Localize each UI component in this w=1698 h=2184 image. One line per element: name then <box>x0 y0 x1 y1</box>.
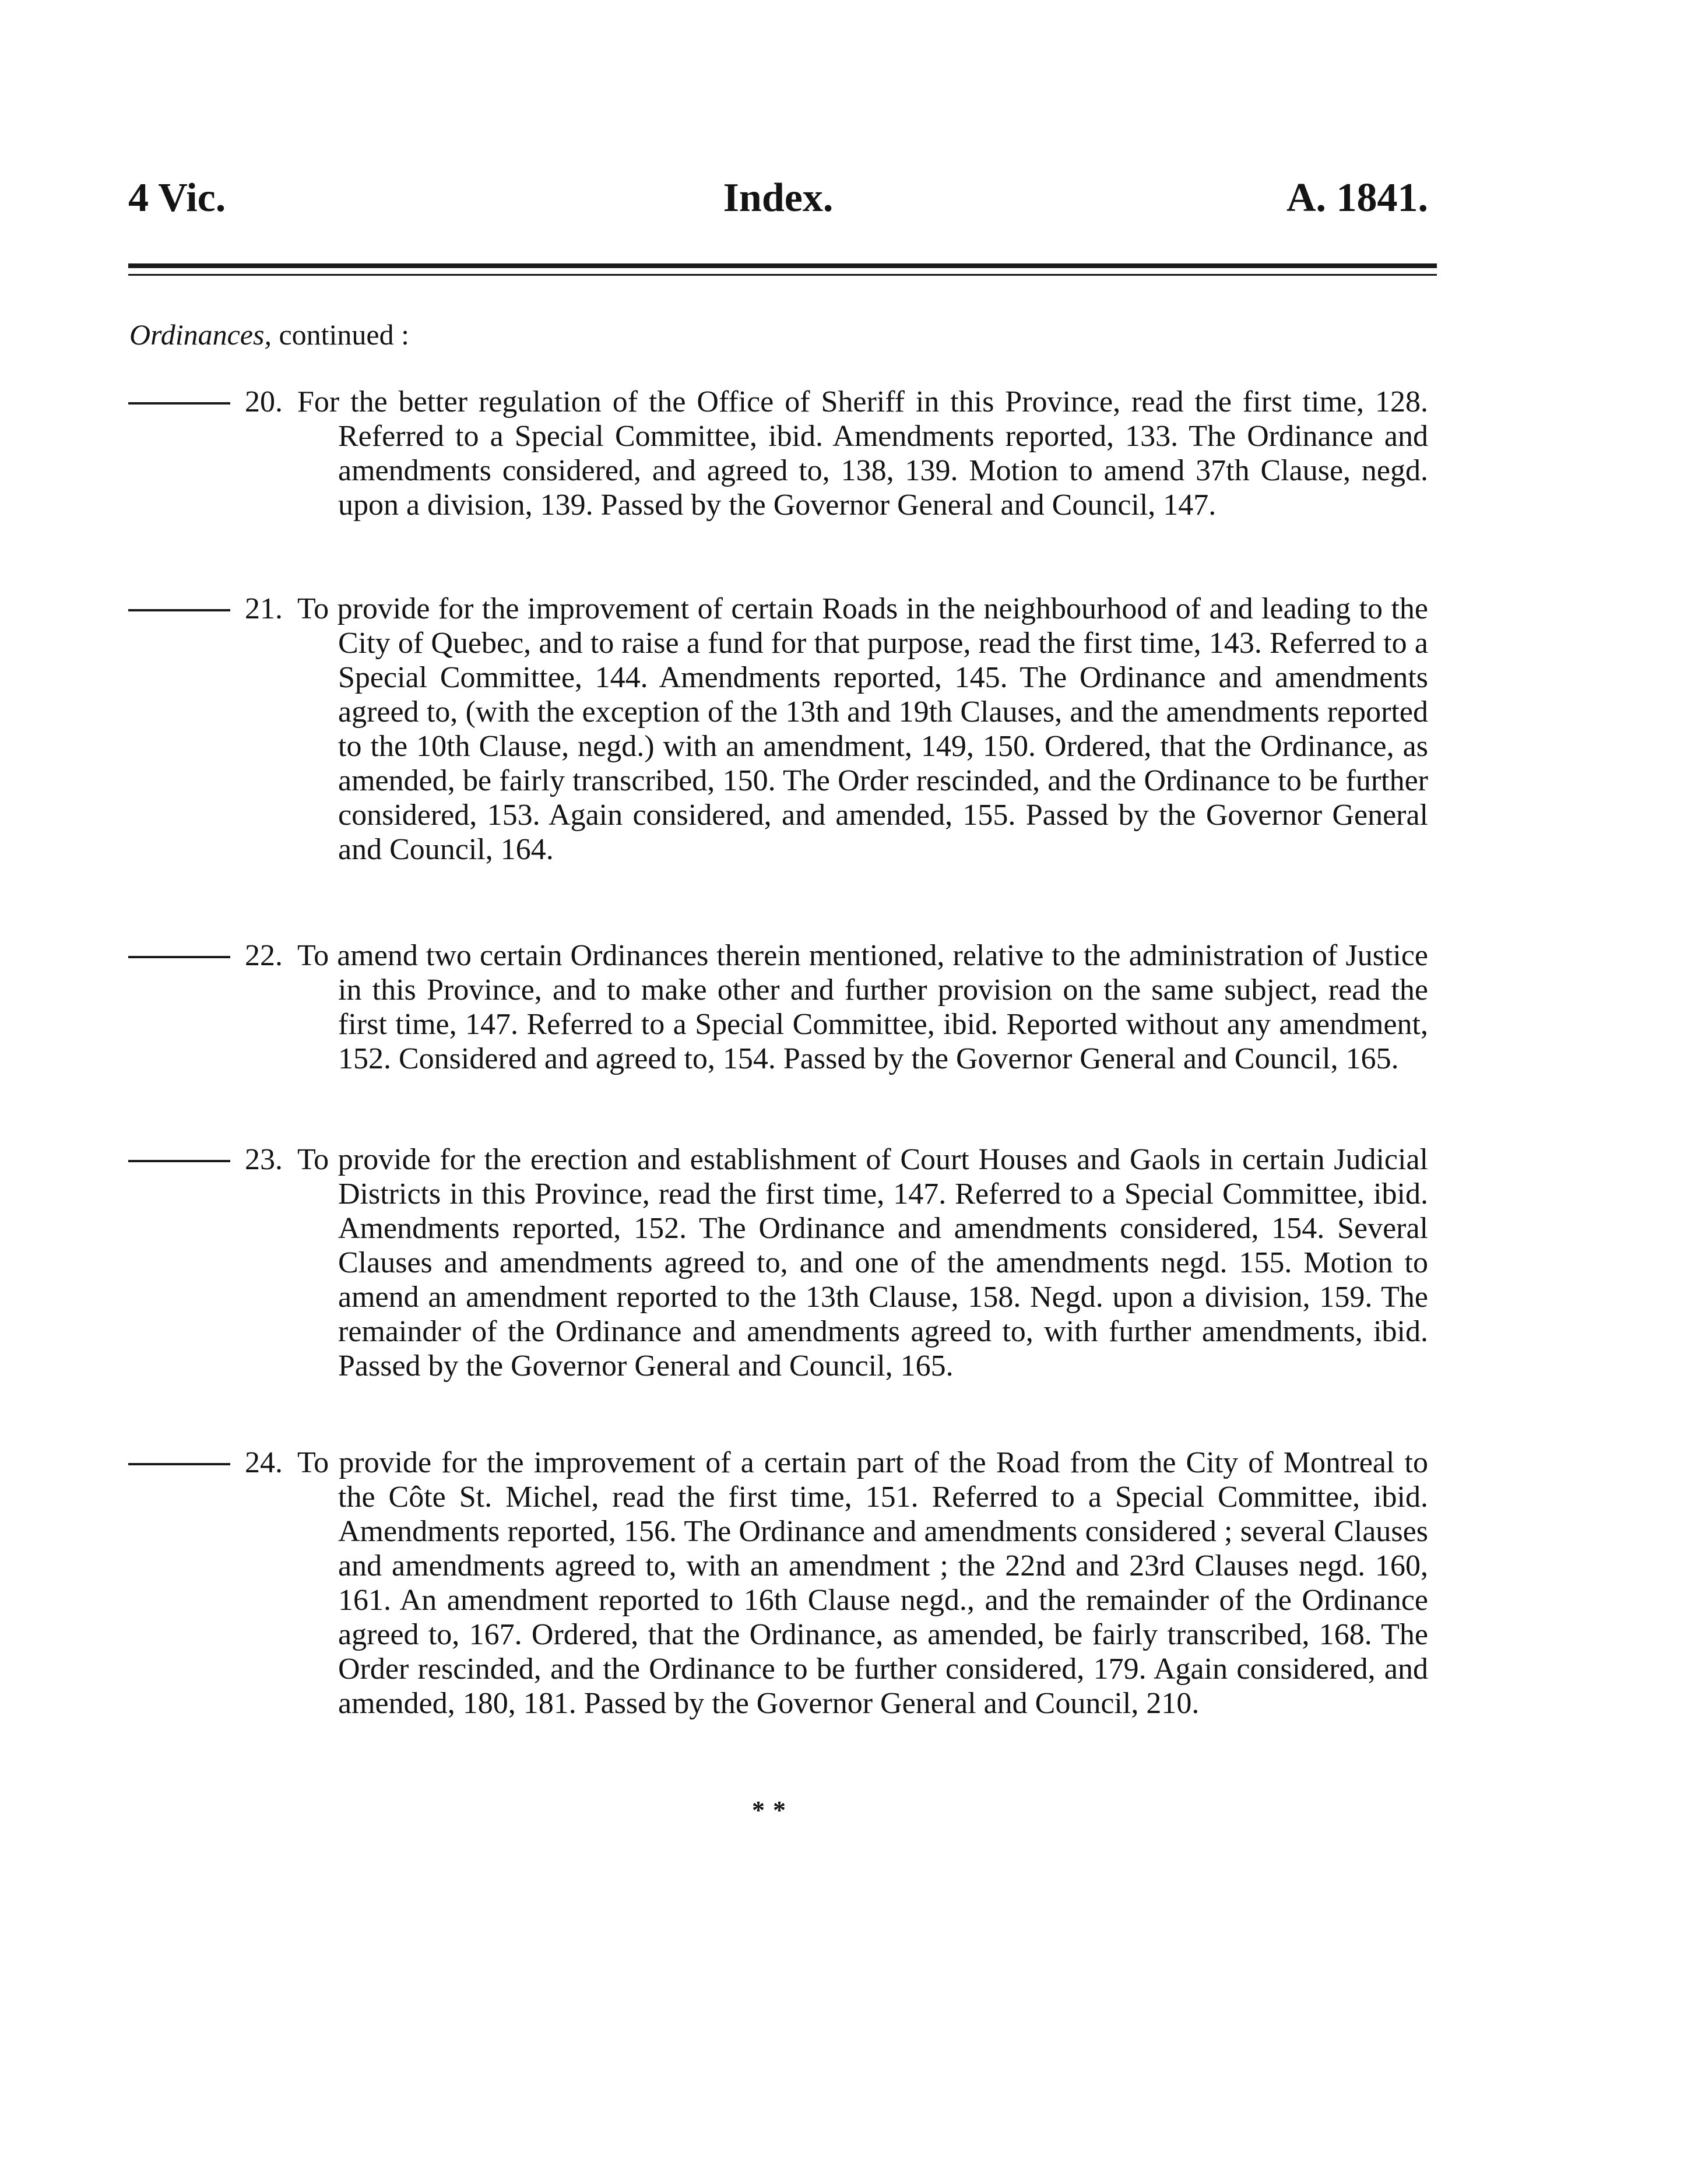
regnal-year: 4 Vic. <box>128 175 226 220</box>
entry-text: For the better regulation of the Office of Sheriff in this Province, read the first time, 128. Referred to a Special Committee, ibid. Amendments reported, 133. The Ordinance and amendments considered, and agreed to, 138, 139. Motion to amend 37th Clause, negd. upon a division, 139. Passed by the Governor General and Council, 147. <box>297 385 1428 522</box>
entry-text: To amend two certain Ordinances therein mentioned, relative to the administration of Justice in this Province, and to make other and further provision on the same subject, read the first time, 147. Referred to a Special Committee, ibid. Reported without any amendment, 152. Considered and agreed to, 154. Passed by the Governor General and Council, 165. <box>297 939 1428 1075</box>
printer-mark: ** <box>752 1796 794 1824</box>
section-heading <box>129 318 409 351</box>
index-entry-20 <box>128 385 1428 522</box>
entry-number: 23. <box>245 1143 283 1176</box>
section-continued: continued : <box>271 318 410 351</box>
entry-number: 20. <box>245 385 283 418</box>
header-rule-thin <box>128 274 1437 276</box>
entry-number: 21. <box>245 592 283 625</box>
page-title: Index. <box>723 175 834 220</box>
entry-number: 24. <box>245 1446 283 1479</box>
section-title: Ordinances, <box>129 318 272 351</box>
index-entry-21 <box>128 592 1428 867</box>
entry-text: To provide for the improvement of certain Roads in the neighbourhood of and leading to the City of Quebec, and to raise a fund for that purpose, read the first time, 143. Referred to a Special Committee, 144. Amendments reported, 145. The Ordinance and amendments agreed to, (with the exception of the 13th and 19th Clauses, and the amendments reported to the 10th Clause, negd.) with an amendment, 149, 150. Ordered, that the Ordinance, as amended, be fairly transcribed, 150. The Order rescinded, and the Ordinance to be further considered, 153. Again considered, and amended, 155. Passed by the Governor General and Council, 164. <box>297 592 1428 866</box>
entry-dash <box>128 1463 230 1465</box>
entry-dash <box>128 609 230 611</box>
entry-dash <box>128 1160 230 1162</box>
index-entry-23 <box>128 1142 1428 1383</box>
entry-dash <box>128 956 230 958</box>
entry-text: To provide for the improvement of a certain part of the Road from the City of Montreal to the Côte St. Michel, read the first time, 151. Referred to a Special Committee, ibid. Amendments reported, 156. The Ordinance and amendments considered ; several Clauses and amendments agreed to, with an amendment ; the 22nd and 23rd Clauses negd. 160, 161. An amendment reported to 16th Clause negd., and the remainder of the Ordinance agreed to, 167. Ordered, that the Ordinance, as amended, be fairly transcribed, 168. The Order rescinded, and the Ordinance to be further considered, 179. Again considered, and amended, 180, 181. Passed by the Governor General and Council, 210. <box>297 1446 1428 1720</box>
calendar-year: A. 1841. <box>1286 175 1428 220</box>
header-rule-thick <box>128 263 1437 268</box>
index-entry-24 <box>128 1446 1428 1721</box>
entry-dash <box>128 402 230 405</box>
index-entry-22 <box>128 938 1428 1076</box>
page-header <box>128 175 1428 245</box>
entry-text: To provide for the erection and establishment of Court Houses and Gaols in certain Judicial Districts in this Province, read the first time, 147. Referred to a Special Committee, ibid. Amendments reported, 152. The Ordinance and amendments considered, 154. Several Clauses and amendments agreed to, and one of the amendments negd. 155. Motion to amend an amendment reported to the 13th Clause, 158. Negd. upon a division, 159. The remainder of the Ordinance and amendments agreed to, with further amendments, ibid. Passed by the Governor General and Council, 165. <box>297 1143 1428 1383</box>
entry-number: 22. <box>245 939 283 972</box>
